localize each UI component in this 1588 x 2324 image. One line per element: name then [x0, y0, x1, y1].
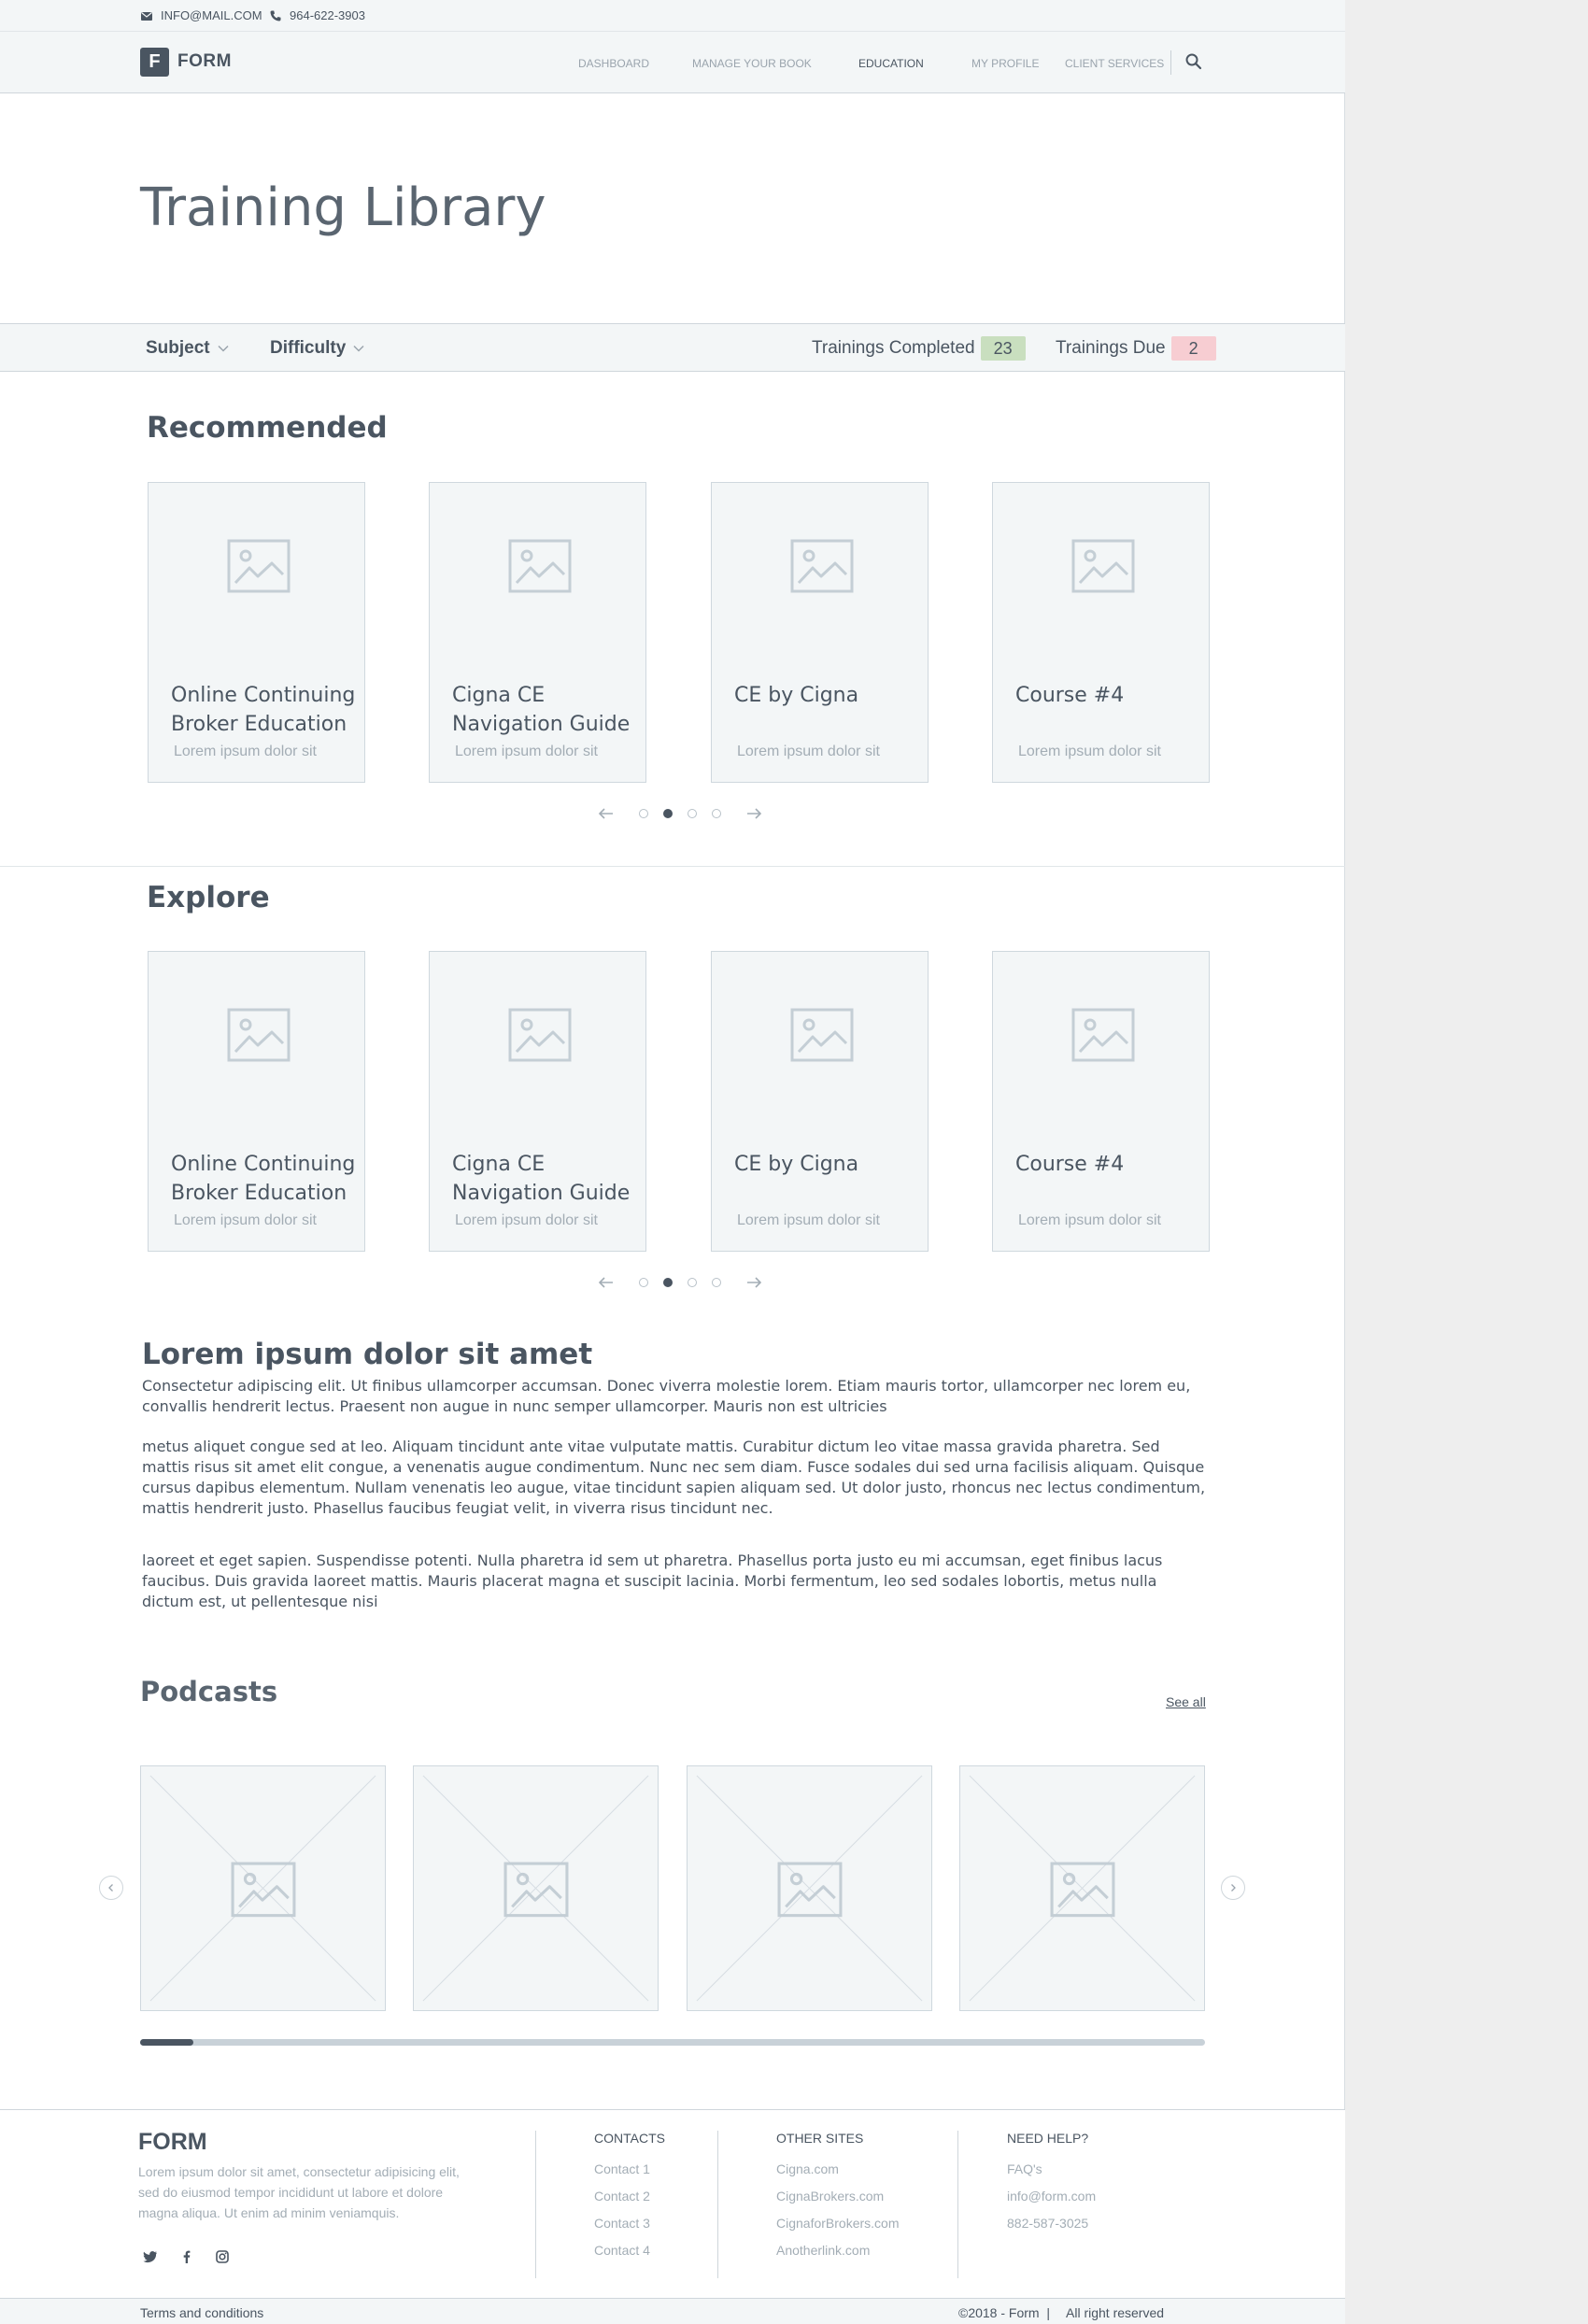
pagination-dot[interactable] — [712, 1278, 721, 1287]
logo-text[interactable]: FORM — [177, 51, 232, 71]
footer-need-help-heading: NEED HELP? — [1007, 2131, 1089, 2146]
chevron-right-icon — [1228, 1883, 1238, 1892]
arrow-left-icon[interactable] — [598, 807, 615, 820]
email-text: INFO@MAIL.COM — [161, 8, 262, 22]
podcast-card[interactable] — [413, 1765, 659, 2011]
podcasts-heading: Podcasts — [140, 1676, 278, 1708]
chevron-down-icon — [218, 345, 229, 352]
footer-description: Lorem ipsum dolor sit amet, consectetur adipisicing elit, sed do eiusmod tempor incididunt ut labore et dolore magna aliqua. Ut enim ad minim veniamquis. — [138, 2164, 460, 2220]
rights-text: All right reserved — [1066, 2305, 1165, 2320]
mail-icon — [140, 9, 153, 22]
nav-my-profile[interactable]: MY PROFILE — [971, 57, 1040, 70]
course-card[interactable] — [429, 951, 646, 1252]
image-placeholder-icon — [227, 539, 291, 593]
course-card-title: CE by Cigna — [734, 684, 859, 707]
instagram-icon[interactable] — [214, 2248, 231, 2265]
pagination-dot[interactable] — [639, 1278, 648, 1287]
pagination-dot[interactable] — [712, 809, 721, 818]
main-navigation — [0, 32, 1345, 93]
recommended-heading: Recommended — [147, 411, 388, 445]
copyright-text: ©2018 - Form | — [958, 2305, 1050, 2320]
search-icon[interactable] — [1184, 52, 1203, 71]
image-placeholder-icon — [777, 1862, 843, 1918]
trainings-due-badge: 2 — [1171, 336, 1216, 361]
pagination-dot[interactable] — [663, 809, 673, 818]
podcast-card[interactable] — [140, 1765, 386, 2011]
image-placeholder-icon — [508, 539, 572, 593]
podcasts-next-button[interactable] — [1221, 1876, 1245, 1900]
footer-divider — [717, 2131, 718, 2278]
trainings-completed-label: Trainings Completed — [812, 338, 975, 358]
logo-mark[interactable]: F — [140, 48, 169, 77]
footer-help-link[interactable]: info@form.com — [1007, 2189, 1097, 2204]
footer-help-link[interactable]: FAQ's — [1007, 2161, 1042, 2176]
image-placeholder-icon — [1071, 539, 1135, 593]
course-card-subtitle: Lorem ipsum dolor sit — [1018, 744, 1161, 759]
article-paragraph: Consectetur adipiscing elit. Ut finibus ullamcorper accumsan. Donec viverra molestie lorem. Etiam mauris tortor, ullamcorper nec lorem eu, convallis hendrerit lectus. Praesent non augue in nunc semper ullamcorper. Mauris non est ultricies — [142, 1377, 1191, 1415]
footer — [0, 2109, 1345, 2324]
footer-contacts-heading: CONTACTS — [594, 2131, 665, 2146]
nav-manage-your-book[interactable]: MANAGE YOUR BOOK — [692, 57, 812, 70]
footer-logo[interactable]: FORM — [138, 2129, 207, 2155]
top-utility-bar — [0, 0, 1345, 32]
image-placeholder-icon — [790, 539, 854, 593]
course-card-title: Cigna CE Navigation Guide — [452, 1153, 631, 1205]
footer-divider — [535, 2131, 536, 2278]
phone-contact[interactable] — [269, 8, 365, 22]
explore-pagination — [598, 1273, 762, 1292]
pagination-dot[interactable] — [639, 809, 648, 818]
nav-client-services[interactable]: CLIENT SERVICES — [1065, 57, 1165, 70]
terms-link[interactable]: Terms and conditions — [140, 2305, 264, 2320]
course-card-subtitle: Lorem ipsum dolor sit — [174, 744, 317, 759]
course-card-title: CE by Cigna — [734, 1153, 859, 1176]
course-card[interactable] — [148, 482, 365, 783]
course-card-subtitle: Lorem ipsum dolor sit — [737, 1212, 880, 1228]
course-card[interactable] — [711, 482, 929, 783]
page-title: Training Library — [140, 177, 546, 238]
subject-label: Subject — [146, 338, 210, 358]
course-card-subtitle: Lorem ipsum dolor sit — [455, 1212, 598, 1228]
image-placeholder-icon — [1071, 1008, 1135, 1062]
footer-contact-link[interactable]: Contact 3 — [594, 2216, 650, 2231]
nav-education[interactable]: EDUCATION — [858, 57, 924, 70]
course-card-title: Cigna CE Navigation Guide — [452, 684, 631, 736]
difficulty-label: Difficulty — [270, 338, 347, 358]
course-card-title: Online Continuing Broker Education — [171, 1153, 356, 1205]
trainings-completed — [812, 336, 1026, 361]
course-card-subtitle: Lorem ipsum dolor sit — [455, 744, 598, 759]
phone-icon — [269, 9, 282, 22]
image-placeholder-icon — [503, 1862, 569, 1918]
chevron-left-icon — [106, 1883, 116, 1892]
pagination-dot[interactable] — [688, 1278, 697, 1287]
course-card-title: Course #4 — [1015, 1153, 1125, 1176]
footer-site-link[interactable]: CignaforBrokers.com — [776, 2216, 900, 2231]
recommended-pagination — [598, 804, 762, 823]
email-contact[interactable] — [140, 8, 262, 22]
podcasts-scrollbar[interactable] — [140, 2039, 1205, 2046]
footer-help-link[interactable]: 882-587-3025 — [1007, 2216, 1089, 2231]
image-placeholder-icon — [227, 1008, 291, 1062]
course-card[interactable] — [992, 951, 1210, 1252]
image-placeholder-icon — [790, 1008, 854, 1062]
footer-contact-link[interactable]: Contact 4 — [594, 2243, 650, 2258]
trainings-due-label: Trainings Due — [1056, 338, 1166, 358]
pagination-dot[interactable] — [663, 1278, 673, 1287]
course-card[interactable] — [429, 482, 646, 783]
course-card-subtitle: Lorem ipsum dolor sit — [1018, 1212, 1161, 1228]
nav-dashboard[interactable]: DASHBOARD — [578, 57, 650, 70]
course-card[interactable] — [148, 951, 365, 1252]
footer-other-sites-heading: OTHER SITES — [776, 2131, 864, 2146]
arrow-left-icon[interactable] — [598, 1276, 615, 1289]
trainings-due — [1056, 336, 1216, 361]
footer-site-link[interactable]: CignaBrokers.com — [776, 2189, 885, 2204]
course-card-title: Online Continuing Broker Education — [171, 684, 356, 736]
footer-contact-link[interactable]: Contact 1 — [594, 2161, 650, 2176]
course-card-subtitle: Lorem ipsum dolor sit — [174, 1212, 317, 1228]
difficulty-dropdown[interactable] — [270, 338, 364, 359]
footer-divider — [957, 2131, 958, 2278]
podcast-card[interactable] — [959, 1765, 1205, 2011]
phone-text: 964-622-3903 — [290, 8, 365, 22]
twitter-icon[interactable] — [142, 2248, 159, 2265]
podcast-card[interactable] — [687, 1765, 932, 2011]
footer-contact-link[interactable]: Contact 2 — [594, 2189, 650, 2204]
explore-heading: Explore — [147, 881, 270, 914]
section-divider — [0, 866, 1345, 867]
footer-site-link[interactable]: Anotherlink.com — [776, 2243, 871, 2258]
bottom-bar — [0, 2298, 1345, 2324]
image-placeholder-icon — [231, 1862, 296, 1918]
arrow-right-icon[interactable] — [745, 807, 762, 820]
subject-dropdown[interactable] — [146, 338, 229, 359]
course-card[interactable] — [992, 482, 1210, 783]
chevron-down-icon — [353, 345, 364, 352]
podcasts-scrollbar-thumb[interactable] — [140, 2039, 193, 2046]
footer-site-link[interactable]: Cigna.com — [776, 2161, 839, 2176]
article-title: Lorem ipsum dolor sit amet — [142, 1338, 593, 1371]
nav-divider — [1170, 50, 1171, 75]
pagination-dot[interactable] — [688, 809, 697, 818]
image-placeholder-icon — [1050, 1862, 1115, 1918]
article-paragraph: metus aliquet congue sed at leo. Aliquam tincidunt ante vitae vulputate mattis. Curabitur dictum leo vitae massa gravida pharetra. Sed mattis risus sit amet elit congue, a venenatis augue condimentum. Nunc nec sem diam. Fusce sodales dui sed urna facilisis aliquam. Quisque cursus dapibus elementum. Nullam venenatis leo augue, vitae tincidunt sapien aliquam sed. Ut dolor justo, rhoncus nec lectus condimentum, mattis hendrerit justo. Phasellus faucibus feugiat velit, in viverra risus tincidunt nec. — [142, 1438, 1206, 1517]
trainings-completed-badge: 23 — [981, 336, 1026, 361]
article-paragraph: laoreet et eget sapien. Suspendisse potenti. Nulla pharetra id sem ut pharetra. Phasellus porta justo eu mi accumsan, eget finibus lacus faucibus. Duis gravida laoreet mattis. Mauris placerat magna et suscipit lacinia. Morbi fermentum, leo sed sodales lobortis, metus nulla dictum est, ut pellentesque nisi — [142, 1552, 1163, 1610]
course-card-title: Course #4 — [1015, 684, 1125, 707]
image-placeholder-icon — [508, 1008, 572, 1062]
arrow-right-icon[interactable] — [745, 1276, 762, 1289]
see-all-link[interactable]: See all — [1166, 1694, 1206, 1709]
podcasts-prev-button[interactable] — [99, 1876, 123, 1900]
facebook-icon[interactable] — [178, 2248, 195, 2265]
course-card-subtitle: Lorem ipsum dolor sit — [737, 744, 880, 759]
course-card[interactable] — [711, 951, 929, 1252]
filter-bar — [0, 323, 1345, 372]
